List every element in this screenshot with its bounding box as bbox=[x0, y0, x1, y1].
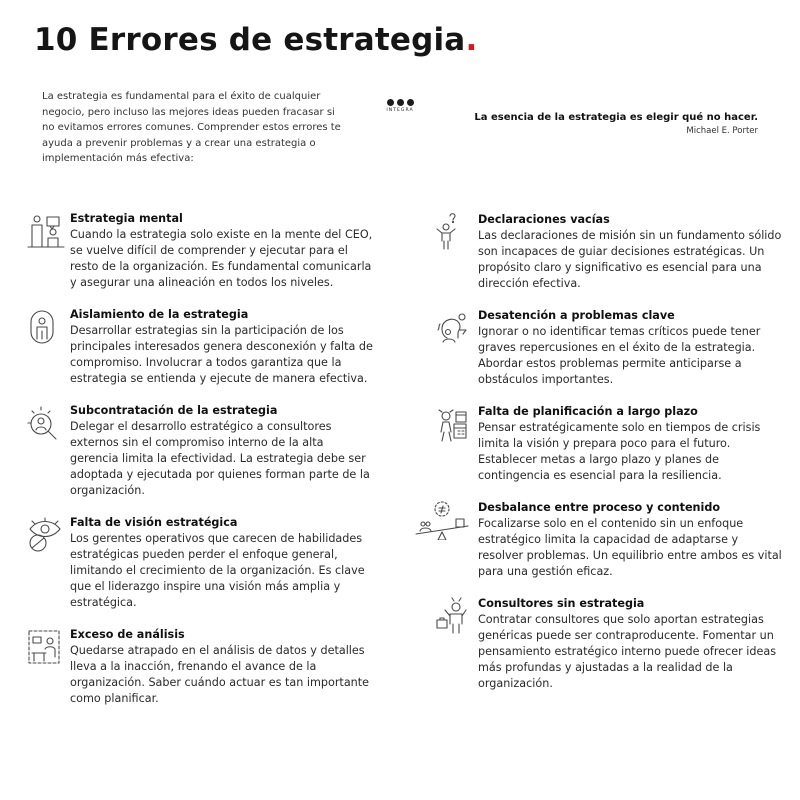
error-title: Falta de planificación a largo plazo bbox=[478, 405, 698, 418]
integra-logo bbox=[382, 99, 418, 113]
error-title: Exceso de análisis bbox=[70, 628, 185, 641]
error-description: Los gerentes operativos que carecen de habilidades estratégicas pueden perder el enfoque general, limitando el crecimiento de la organización. Es clave que el liderazgo inspire una visión más amplia y estratégica. bbox=[70, 532, 365, 609]
error-description: Cuando la estrategia solo existe en la mente del CEO, se vuelve difícil de comprender y ejecutar para el resto de la organización. Es fundamental comunicarla y asegurar una alineación en todos los niveles. bbox=[70, 228, 373, 289]
error-description: Contratar consultores que solo aportan estrategias genéricas puede ser contraproducente. Fomentar un pensamiento estratégico interno puede ofrecer ideas más profundas y ajustadas a la realidad de la organización. bbox=[478, 613, 777, 690]
error-description: Las declaraciones de misión sin un fundamento sólido son incapaces de guiar decisiones estratégicas. Un propósito claro y significativo es esencial para una dirección efectiva. bbox=[478, 229, 782, 290]
shrugging-person-icon bbox=[434, 212, 474, 252]
error-title: Desbalance entre proceso y contenido bbox=[478, 501, 721, 514]
quote-text: La esencia de la estrategia es elegir qué no hacer. bbox=[474, 112, 758, 123]
stressed-calendar-icon bbox=[434, 404, 474, 444]
error-description: Quedarse atrapado en el análisis de datos y detalles lleva a la inacción, frenando el avance de la organización. Saber cuándo actuar es tan importante como planificar. bbox=[70, 644, 370, 705]
error-description: Ignorar o no identificar temas críticos puede tener graves repercusiones en el éxito de la estrategia. Abordar estos problemas permite anticiparse a obstáculos importantes. bbox=[478, 325, 761, 386]
unbalanced-scale-icon bbox=[414, 500, 470, 540]
error-title: Declaraciones vacías bbox=[478, 213, 610, 226]
error-description: Delegar el desarrollo estratégico a consultores externos sin el compromiso interno de la alta gerencia limita la efectividad. La estrategia debe ser adoptada y ejecutada por quienes forman parte de la organización. bbox=[70, 420, 370, 497]
error-description: Pensar estratégicamente solo en tiempos de crisis limita la visión y prepara poco para el futuro. Establecer metas a largo plazo y planes de contingencia es esencial para la resiliencia. bbox=[478, 421, 761, 482]
page-title: 10 Errores de estrategia. bbox=[34, 22, 478, 58]
error-title: Falta de visión estratégica bbox=[70, 516, 238, 529]
error-title: Desatención a problemas clave bbox=[478, 309, 675, 322]
magnifier-person-icon bbox=[26, 403, 66, 443]
quote-block bbox=[474, 110, 758, 137]
title-accent-dot: . bbox=[465, 22, 478, 58]
error-description: Focalizarse solo en el contenido sin un enfoque estratégico limita la capacidad de adaptarse y resolver problemas. Un equilibrio entre ambos es vital para una gestión eficaz. bbox=[478, 517, 782, 578]
isolated-person-icon bbox=[26, 307, 66, 347]
intro-paragraph: La estrategia es fundamental para el éxito de cualquier negocio, pero incluso las mejores ideas pueden fracasar si no evitamos errores comunes. Comprender estos errores te ayuda a prevenir problemas y a crear una estrategia o implementación más efectiva: bbox=[42, 91, 341, 164]
blocked-eye-icon bbox=[26, 515, 66, 555]
error-title: Subcontratación de la estrategia bbox=[70, 404, 278, 417]
error-title: Estrategia mental bbox=[70, 212, 183, 225]
analysis-desk-icon bbox=[26, 627, 66, 667]
logo-text: INTEGRA bbox=[386, 108, 414, 113]
quote-author: Michael E. Porter bbox=[686, 126, 758, 136]
confused-head-icon bbox=[434, 308, 474, 348]
error-title: Aislamiento de la estrategia bbox=[70, 308, 249, 321]
thinking-person-icon bbox=[26, 211, 66, 251]
error-description: Desarrollar estrategias sin la participación de los principales interesados genera desconexión y falta de compromiso. Involucrar a todos garantiza que la estrategia se entienda y ejecute de manera efectiva. bbox=[70, 324, 373, 385]
frustrated-consultant-icon bbox=[434, 596, 474, 636]
error-title: Consultores sin estrategia bbox=[478, 597, 645, 610]
